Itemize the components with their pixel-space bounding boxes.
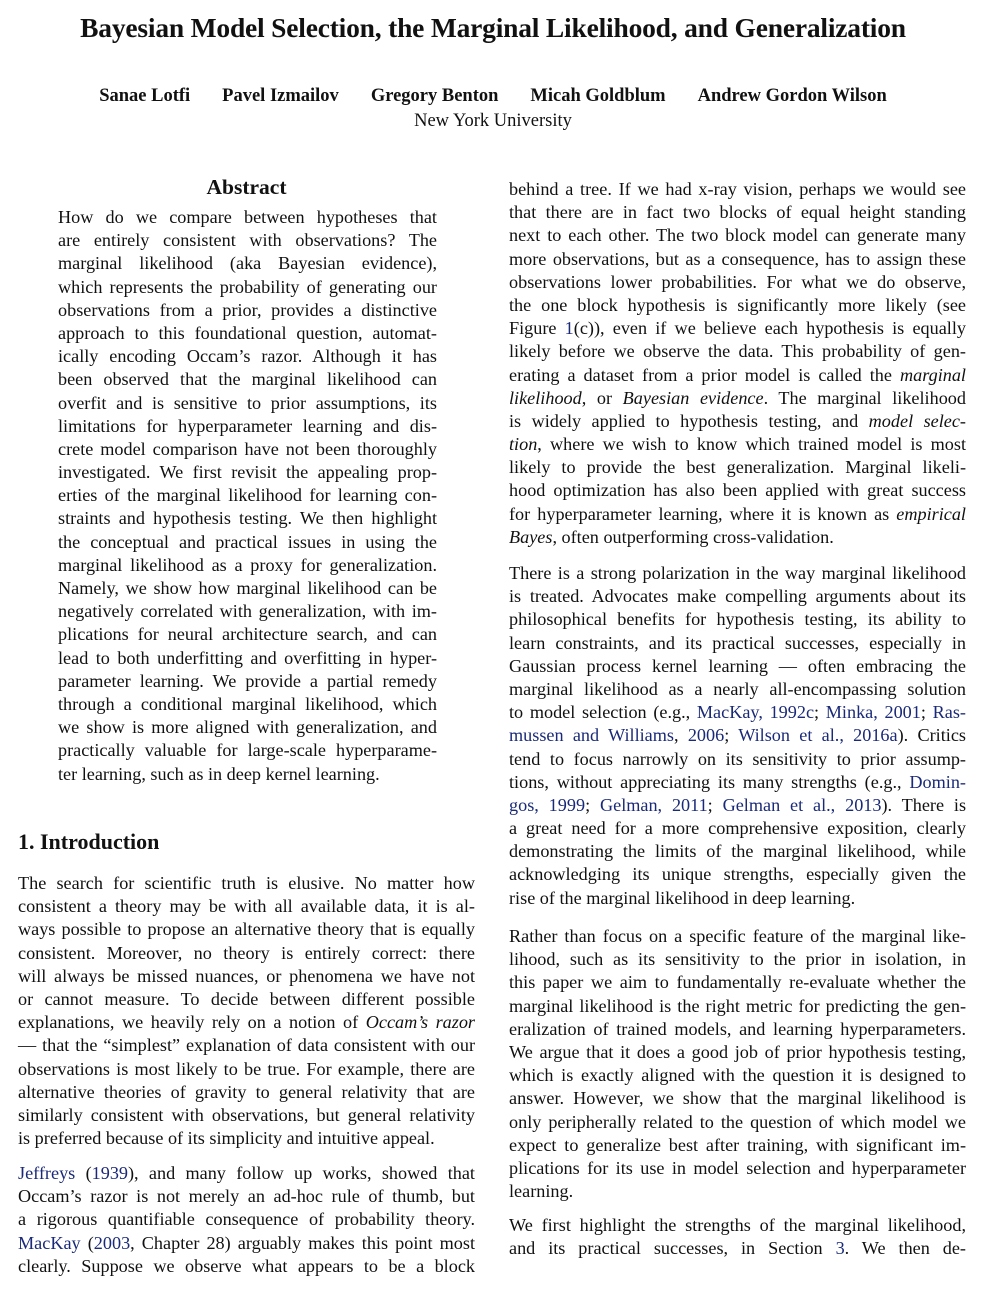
text-line: the conceptual and practical issues in using the [58, 531, 437, 552]
emphasis-occams-razor: Occam’s razor [365, 1012, 475, 1033]
figure-link-1[interactable]: 1 [564, 318, 574, 339]
citation-link[interactable]: gos, 1999 [509, 794, 586, 815]
text-line: is treated. Advocates make compelling arguments about its [509, 586, 966, 607]
text-line: plications for neural architecture search, and can [58, 624, 437, 645]
citation-link-mackay-year[interactable]: 2003 [93, 1232, 131, 1253]
citation-link[interactable]: MacKay, 1992c [696, 702, 815, 723]
citation-link[interactable]: Gelman, 2011 [599, 794, 708, 815]
text-line: observations lower probabilities. For what we do observe, [509, 271, 966, 292]
text-line: which represents the probability of generating our [58, 276, 437, 297]
author-name: Pavel Izmailov [222, 86, 339, 106]
text-line: hood optimization has also been applied with great success [509, 480, 966, 501]
abstract-body [58, 206, 437, 786]
text-line: Occam’s razor is not merely an ad-hoc rule of thumb, but [18, 1186, 475, 1207]
text-segment: is widely applied to hypothesis testing, and [509, 410, 869, 431]
text-line: eralization of trained models, and learning hyperparameters. [509, 1018, 966, 1039]
citation-link[interactable]: Ras- [932, 702, 966, 723]
text-segment: . The marginal likelihood [763, 387, 966, 408]
text-segment: tions, without appreciating its many strengths (e.g., [509, 771, 910, 792]
text-line: learn constraints, and its practical successes, especially in [509, 632, 966, 653]
text-line: lead to both underfitting and overfitting in hyper- [58, 647, 437, 668]
text-line [18, 1162, 475, 1185]
text-line [509, 1237, 966, 1260]
text-line: marginal likelihood as a proxy for generalization. [58, 554, 437, 575]
text-line: consistent a theory may be with all available data, it is al- [18, 896, 475, 917]
right-paragraph-3 [509, 925, 966, 1203]
right-paragraph-2 [509, 562, 966, 910]
emphasis-term: model selec- [868, 410, 966, 431]
text-segment: explanations, we heavily rely on a notion of [18, 1012, 366, 1033]
text-line: How do we compare between hypotheses that [58, 207, 437, 227]
section-link-3[interactable]: 3 [835, 1238, 845, 1259]
text-line [509, 771, 966, 794]
text-segment: Figure [509, 318, 565, 339]
text-line: been observed that the marginal likelihood can [58, 369, 437, 390]
text-segment: ), and many follow up works, showed that [128, 1163, 475, 1183]
author-list [0, 86, 986, 107]
text-line [509, 701, 966, 724]
text-line: limitations for hyperparameter learning and dis- [58, 415, 437, 436]
intro-paragraph-2 [18, 1162, 475, 1278]
text-line: likely to provide the best generalization. Marginal likeli- [509, 457, 966, 478]
text-segment: ; [707, 794, 723, 815]
text-segment: ; [814, 702, 826, 723]
text-line: ically encoding Occam’s razor. Although it has [58, 346, 437, 367]
text-line: marginal likelihood (aka Bayesian evidence), [58, 253, 437, 274]
citation-link[interactable]: 2006 [687, 725, 725, 746]
citation-link[interactable]: mussen and Williams [509, 725, 674, 746]
text-segment: ; [585, 794, 600, 815]
emphasis-term: tion [509, 434, 538, 455]
text-line: parameter learning. We provide a partial remedy [58, 670, 437, 691]
right-paragraph-4 [509, 1214, 966, 1260]
text-segment: ; [724, 725, 739, 746]
text-line: similarly consistent with observations, but general relativity [18, 1104, 475, 1125]
emphasis-term: Bayes [509, 526, 553, 547]
citation-link[interactable]: Minka, 2001 [825, 702, 921, 723]
author-name: Andrew Gordon Wilson [697, 86, 887, 106]
text-line: likely before we observe the data. This probability of gen- [509, 341, 966, 362]
text-line: ter learning, such as in deep kernel learning. [58, 763, 380, 784]
text-line: marginal likelihood as a nearly all-encompassing solution [509, 678, 966, 699]
text-line [18, 1232, 475, 1255]
text-line: practically valuable for large-scale hyperparame- [58, 740, 437, 761]
text-line: straints and hypothesis testing. We then highlight [58, 508, 437, 529]
citation-link[interactable]: Gelman et al., 2013 [722, 794, 882, 815]
text-line [509, 503, 966, 526]
author-name: Sanae Lotfi [99, 86, 191, 106]
text-line [509, 317, 966, 340]
text-line: plications for its use in model selection and hyperparameter [509, 1157, 966, 1178]
text-line: Namely, we show how marginal likelihood can be [58, 578, 437, 598]
text-segment: , or [581, 387, 623, 408]
text-line: learning. [509, 1181, 574, 1202]
text-line: is preferred because of its simplicity and intuitive appeal. [18, 1128, 435, 1149]
text-line: investigated. We first revisit the appealing prop- [58, 462, 437, 483]
text-line: alternative theories of gravity to general relativity that are [18, 1081, 475, 1102]
text-segment: . We then de- [844, 1238, 966, 1259]
text-line: marginal likelihood is the right metric for predicting the gen- [509, 995, 966, 1016]
citation-link[interactable]: Wilson et al., 2016a [738, 725, 898, 746]
emphasis-term: empirical [896, 503, 966, 524]
text-line: expect to generalize best after training, with significant im- [509, 1134, 966, 1155]
text-segment: , [673, 725, 688, 746]
text-line: philosophical benefits for hypothesis testing, its ability to [509, 609, 966, 630]
text-line: which is exactly aligned with the question it is designed to [509, 1065, 966, 1086]
citation-link-jeffreys-year[interactable]: 1939 [91, 1163, 128, 1183]
text-line: the one block hypothesis is significantly more likely (see [509, 294, 966, 315]
text-line [509, 364, 966, 387]
text-line: demonstrating the limits of the marginal likelihood, while [509, 841, 966, 862]
text-line: There is a strong polarization in the way marginal likelihood [509, 563, 966, 583]
text-line: only peripherally related to the question of which model we [509, 1111, 966, 1132]
text-line: answer. However, we show that the marginal likelihood is [509, 1088, 966, 1109]
emphasis-term: Bayesian evidence [622, 387, 764, 408]
right-paragraph-1 [509, 178, 966, 549]
text-line: observations from a prior, provides a distinctive [58, 299, 437, 320]
text-line: observations is most likely to be true. For example, there are [18, 1058, 475, 1079]
text-segment: to model selection (e.g., [509, 702, 697, 723]
text-line: crete model comparison have not been thoroughly [58, 438, 437, 459]
text-line: rise of the marginal likelihood in deep learning. [509, 887, 856, 908]
text-segment: ). There is [881, 794, 967, 815]
text-line: overfit and is sensitive to prior assumptions, its [58, 392, 437, 413]
text-line: more observations, but as a consequence, has to assign these [509, 248, 966, 269]
text-line: Gaussian process kernel learning — often embracing the [509, 655, 966, 676]
text-line: clearly. Suppose we observe what appears to be a block [18, 1255, 475, 1276]
text-line [509, 433, 966, 456]
affiliation: New York University [414, 111, 572, 131]
emphasis-term: marginal [899, 364, 966, 385]
text-line: Rather than focus on a specific feature of the marginal like- [509, 926, 966, 946]
text-line: — that the “simplest” explanation of data consistent with our [18, 1035, 475, 1056]
text-line: ways possible to propose an alternative theory that is equally [18, 919, 475, 940]
text-segment: for hyperparameter learning, where it is known as [509, 503, 897, 524]
text-segment: , Chapter 28) arguably makes this point most [130, 1232, 475, 1253]
text-line: are entirely consistent with observations? The [58, 230, 437, 251]
text-line: this paper we aim to fundamentally re-evaluate whether the [509, 972, 966, 993]
abstract-heading: Abstract [206, 175, 287, 199]
citation-link[interactable]: Domin- [909, 771, 966, 792]
text-line: or cannot measure. To decide between different possible [18, 988, 475, 1009]
text-segment: , often outperforming cross-validation. [552, 526, 834, 547]
text-line: tend to focus narrowly on its sensitivity to prior assump- [509, 748, 966, 769]
text-line: that there are in fact two blocks of equal height standing [509, 202, 966, 223]
text-line: The search for scientific truth is elusive. No matter how [18, 873, 475, 893]
text-line: We argue that it does a good job of prior hypothesis testing, [509, 1041, 966, 1062]
text-segment: and its practical successes, in Section [509, 1238, 836, 1259]
text-line: erties of the marginal likelihood for learning con- [58, 485, 437, 506]
text-segment: ). Critics [897, 725, 966, 746]
text-line: acknowledging its unique strengths, especially given the [509, 864, 966, 885]
text-line: consistent. Moreover, no theory is entirely correct: there [18, 942, 475, 963]
text-line [509, 794, 966, 817]
text-line: lihood, such as its sensitivity to the prior in isolation, in [509, 949, 966, 970]
paper-title: Bayesian Model Selection, the Marginal Likelihood, and Generalization [80, 12, 906, 43]
text-line: will always be missed nuances, or phenomena we have not [18, 965, 475, 986]
text-segment: ; [920, 702, 933, 723]
text-segment: ( [80, 1232, 94, 1253]
author-name: Micah Goldblum [530, 86, 666, 106]
text-line: negatively correlated with generalization, with im- [58, 601, 437, 622]
text-line: next to each other. The two block model can generate many [509, 225, 966, 246]
text-line: behind a tree. If we had x-ray vision, perhaps we would see [509, 179, 966, 199]
text-line: through a conditional marginal likelihood, which [58, 693, 437, 714]
citation-link-jeffreys[interactable]: Jeffreys [18, 1163, 76, 1183]
text-segment: (c)), even if we believe each hypothesis is equally [573, 318, 966, 339]
section-heading-introduction: 1. Introduction [18, 829, 160, 854]
text-segment: ( [75, 1163, 92, 1183]
author-name: Gregory Benton [370, 86, 499, 106]
text-line: We first highlight the strengths of the marginal likelihood, [509, 1215, 966, 1235]
text-line: a great need for a more comprehensive exposition, clearly [509, 818, 966, 839]
citation-link-mackay[interactable]: MacKay [18, 1232, 81, 1253]
text-segment: erating a dataset from a prior model is called the [509, 364, 900, 385]
text-line: approach to this foundational question, automat- [58, 322, 437, 343]
intro-paragraph-1 [18, 872, 475, 1150]
text-line [509, 387, 966, 410]
text-line [509, 724, 966, 747]
text-segment: , where we wish to know which trained model is most [537, 434, 966, 455]
text-line: we show is more aligned with generalization, and [58, 717, 437, 738]
text-line: a rigorous quantifiable consequence of probability theory. [18, 1209, 475, 1230]
text-line [509, 410, 966, 433]
text-line [18, 1011, 475, 1034]
text-line [509, 526, 966, 549]
emphasis-term: likelihood [509, 387, 582, 408]
